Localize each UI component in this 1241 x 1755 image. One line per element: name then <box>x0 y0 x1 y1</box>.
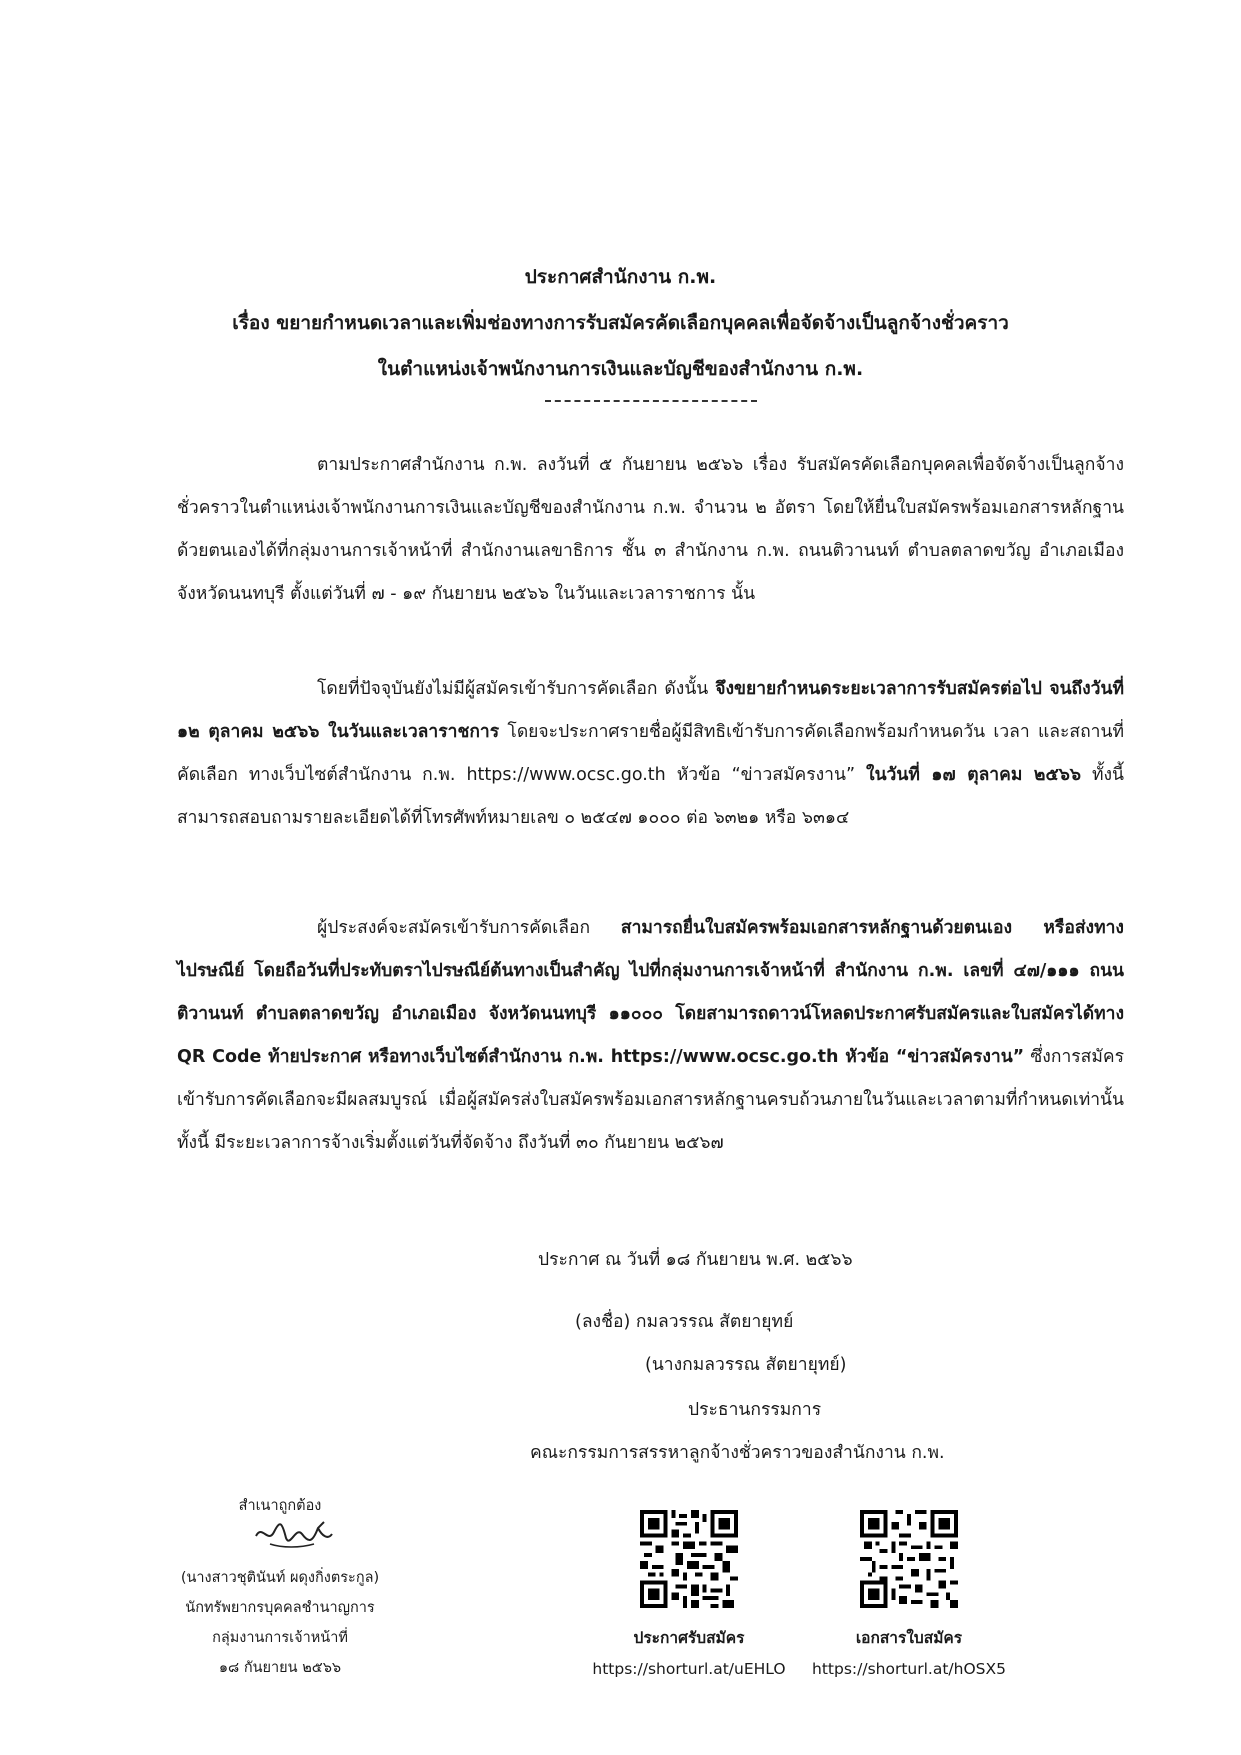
qr-code-announcement[interactable] <box>640 1510 738 1608</box>
qr-caption-announcement: ประกาศรับสมัคร <box>633 1629 745 1647</box>
signer-name: (นางกมลวรรณ สัตยายุทย์) <box>645 1355 847 1375</box>
subject-line-2: ในตำแหน่งเจ้าพนักงานการเงินและบัญชีของสำนักงาน ก.พ. <box>377 358 864 380</box>
qr-caption-application: เอกสารใบสมัคร <box>855 1629 963 1647</box>
paragraph-1: ตามประกาศสำนักงาน ก.พ. ลงวันที่ ๕ กันยายน ๒๕๖๖ เรื่อง รับสมัครคัดเลือกบุคคลเพื่อจัดจ้างเป็นลูกจ้างชั่วคราวในตำแหน่งเจ้าพนักงานการเงินและบัญชีของสำนักงาน ก.พ. จำนวน ๒ อัตรา โดยให้ยื่นใบสมัครพร้อมเอกสารหลักฐานด้วยตนเองได้ที่กลุ่มงานการเจ้าหน้าที่ สำนักงานเลขาธิการ ชั้น ๓ สำนักงาน ก.พ. ถนนติวานนท์ ตำบลตลาดขวัญ อำเภอเมือง จังหวัดนนทบุรี ตั้งแต่วันที่ ๗ - ๑๙ กันยายน ๒๕๖๖ ในวันและเวลาราชการ นั้น <box>177 455 1124 604</box>
signed-by: (ลงชื่อ) กมลวรรณ สัตยายุทย์ <box>575 1312 794 1332</box>
certifier-name: (นางสาวชุตินันท์ ผดุงกิ่งตระกูล) <box>180 1570 380 1586</box>
paragraph-2: โดยที่ปัจจุบันยังไม่มีผู้สมัครเข้ารับการคัดเลือก ดังนั้น จึงขยายกำหนดระยะเวลาการรับสมัครต่อไป จนถึงวันที่ ๑๒ ตุลาคม ๒๕๖๖ ในวันและเวลาราชการ โดยจะประกาศรายชื่อผู้มีสิทธิเข้ารับการคัดเลือกพร้อมกำหนดวัน เวลา และสถานที่คัดเลือก ทางเว็บไซต์สำนักงาน ก.พ. https://www.ocsc.go.th หัวข้อ “ข่าวสมัครงาน” ในวันที่ ๑๗ ตุลาคม ๒๕๖๖ ทั้งนี้ สามารถสอบถามรายละเอียดได้ที่โทรศัพท์หมายเลข ๐ ๒๕๔๗ ๑๐๐๐ ต่อ ๖๓๒๑ หรือ ๖๓๑๔ <box>177 679 1125 828</box>
qr-url-application[interactable]: https://shorturl.at/hOSX5 <box>812 1660 1006 1678</box>
qr-url-announcement[interactable]: https://shorturl.at/uEHLO <box>592 1660 786 1678</box>
committee-name: คณะกรรมการสรรหาลูกจ้างชั่วคราวของสำนักงาน ก.พ. <box>530 1443 945 1463</box>
certifier-position: นักทรัพยากรบุคคลชำนาญการ <box>185 1600 375 1616</box>
title-separator <box>545 400 757 402</box>
announcement-title: ประกาศสำนักงาน ก.พ. <box>524 266 717 288</box>
announcement-date: ประกาศ ณ วันที่ ๑๘ กันยายน พ.ศ. ๒๕๖๖ <box>538 1250 853 1270</box>
paragraph-3: ผู้ประสงค์จะสมัครเข้ารับการคัดเลือก สามารถยื่นใบสมัครพร้อมเอกสารหลักฐานด้วยตนเอง หรือส่งทางไปรษณีย์ โดยถือวันที่ประทับตราไปรษณีย์ต้นทางเป็นสำคัญ ไปที่กลุ่มงานการเจ้าหน้าที่ สำนักงาน ก.พ. เลขที่ ๔๗/๑๑๑ ถนนติวานนท์ ตำบลตลาดขวัญ อำเภอเมือง จังหวัดนนทบุรี ๑๑๐๐๐ โดยสามารถดาวน์โหลดประกาศรับสมัครและใบสมัครได้ทาง QR Code ท้ายประกาศ หรือทางเว็บไซต์สำนักงาน ก.พ. https://www.ocsc.go.th หัวข้อ “ข่าวสมัครงาน” ซึ่งการสมัครเข้ารับการคัดเลือกจะมีผลสมบูรณ์ เมื่อผู้สมัครส่งใบสมัครพร้อมเอกสารหลักฐานครบถ้วนภายในวันและเวลาตามที่กำหนดเท่านั้น ทั้งนี้ มีระยะเวลาการจ้างเริ่มตั้งแต่วันที่จัดจ้าง ถึงวันที่ ๓๐ กันยายน ๒๕๖๗ <box>177 918 1124 1153</box>
certifier-date: ๑๘ กันยายน ๒๕๖๖ <box>218 1660 342 1676</box>
qr-code-icon <box>640 1510 738 1608</box>
qr-code-icon <box>860 1510 958 1608</box>
qr-code-application[interactable] <box>860 1510 958 1608</box>
certifier-group: กลุ่มงานการเจ้าหน้าที่ <box>212 1630 348 1646</box>
certified-label: สำเนาถูกต้อง <box>238 1498 322 1514</box>
handwritten-signature-icon <box>252 1514 334 1552</box>
signer-position: ประธานกรรมการ <box>688 1400 822 1420</box>
subject-line-1: เรื่อง ขยายกำหนดเวลาและเพิ่มช่องทางการรับสมัครคัดเลือกบุคคลเพื่อจัดจ้างเป็นลูกจ้างชั่วคราว <box>232 312 1009 334</box>
